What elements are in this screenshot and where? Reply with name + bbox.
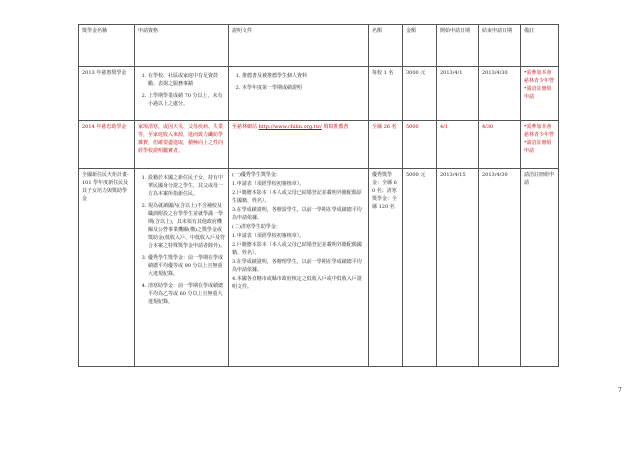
end-date-cell: 2013/4/30: [479, 169, 521, 367]
quota-cell: 優秀獎學金：全縣 60 名；清寒獎學金：全縣 120 名: [369, 169, 403, 367]
table-row: [79, 67, 559, 121]
header-documents: 證明文件: [229, 25, 369, 67]
qualification-item: 2. 上學期學業成績 70 分以上，未有小過以上之處分。: [148, 92, 225, 108]
header-name: 獎學金名稱: [79, 25, 135, 67]
end-date-cell: 4/30: [479, 121, 521, 169]
qualification-cell: 家境清寒，或因天災、父母疾病、失業等，至家庭收入來源，進而致力纖紡學雜費，但確要盡進取，積極向上之性向經學校證明屬實者。: [135, 121, 229, 169]
document-line: 4.本國各直轄市或縣市政府核定之低收入戶或中低收入戶證明文件。: [232, 276, 362, 290]
chilin-website-link[interactable]: http://www.chilin.org.tw/: [258, 124, 322, 130]
note-cell: 請洽註冊組申請: [521, 169, 559, 367]
scholarship-name: 2014 年慈忠助學金: [79, 121, 135, 169]
document-line: 1.申請表（須經學校初審核章）。: [232, 233, 305, 239]
table-row: [79, 169, 559, 367]
start-date-cell: 2013/4/15: [437, 169, 479, 367]
document-line: 1.申請表（須經學校初審核章）。: [232, 181, 305, 187]
document-item: 1. 推薦書及被推薦學生個人資料: [242, 72, 365, 80]
documents-suffix: 填寫推薦書: [323, 124, 349, 130]
qualification-cell: [135, 67, 229, 121]
documents-cell: [229, 121, 369, 169]
scholarship-name: 2013 年慈惠獎學金: [79, 67, 135, 121]
document-line: 2.戶籍謄本影本（本人或父母已結婚登記並載明外籍配偶原生國籍、姓名）。: [232, 190, 362, 204]
note-cell: *需參加本會慈林青少年營*請洽註冊組申請: [521, 121, 559, 169]
amount-cell: 5000 元: [403, 169, 437, 367]
scholarship-table: [78, 24, 559, 367]
header-start-date: 開始申請日期: [437, 25, 479, 67]
document-line: 3.在學成績證明，各辦理學生，以前一學期在學成績總平均為申請依據。: [232, 259, 362, 273]
quota-cell: 每校 1 名: [369, 67, 403, 121]
start-date-cell: 4/1: [437, 121, 479, 169]
document-item: 2. 本學年度第一學期成績證明: [242, 84, 365, 92]
qualification-item: 2. 現為就讀國內(含以上)不含補校及職訓附設之在學學生並就學滿一學期(含以上)，其未領有其他政府機關及公營事業機關(構)之獎學金或獎助金(低收入戶、中低收入戶及符合本案之特殊獎學金申請者除外)。: [148, 202, 225, 250]
quota-cell: 全縣 26 名: [369, 121, 403, 169]
qualification-item: 3. 優秀學生獎學金：前一學期在學成績總平均優等或 90 分以上且無重大違規紀錄。: [148, 254, 225, 278]
header-quota: 名額: [369, 25, 403, 67]
documents-cell: [229, 67, 369, 121]
start-date-cell: 2013/4/1: [437, 67, 479, 121]
documents-cell: [229, 169, 369, 367]
table-row: [79, 121, 559, 169]
note-cell: *需參加本會慈林青少年營*請洽註冊組申請: [521, 67, 559, 121]
amount-cell: 3000 元: [403, 67, 437, 121]
header-amount: 金額: [403, 25, 437, 67]
header-note: 備註: [521, 25, 559, 67]
header-qualification: 申請資格: [135, 25, 229, 67]
qualification-item: 4. 清寒助學金：前一學期在學成績總平均為乙等或 60 分以上且無重大違規紀錄。: [148, 282, 225, 306]
amount-cell: 5000: [403, 121, 437, 169]
document-line: (二)清寒學生助學金：: [232, 224, 281, 230]
qualification-item: 1. 在學校、社區或家庭中有足資鼓勵、表揚之服務事蹟: [148, 72, 225, 88]
header-end-date: 結束申請日期: [479, 25, 521, 67]
document-line: 2.戶籍謄本影本（本人或父母已結婚登記並載明外籍配偶國籍、姓名）。: [232, 242, 362, 256]
document-line: 3.在學成績證明，各辦設學生，以前一學期在學成績總平均為申請依據。: [232, 207, 362, 221]
qualification-item: 1. 設籍於本國之新住民子女，持有中華民國身分證之學生，其父或母一方為本案所指新住民。: [148, 174, 225, 198]
documents-text: 至慈林網站: [232, 124, 258, 130]
table-header-row: [79, 25, 559, 67]
end-date-cell: 2013/4/30: [479, 67, 521, 121]
scholarship-name: 全國新住民火炬計畫-101 學年度新住民及其子女培力與獎助學金: [79, 169, 135, 367]
document-line: (一)優秀學生獎學金：: [232, 172, 281, 178]
qualification-cell: [135, 169, 229, 367]
page-number: 7: [618, 387, 622, 394]
